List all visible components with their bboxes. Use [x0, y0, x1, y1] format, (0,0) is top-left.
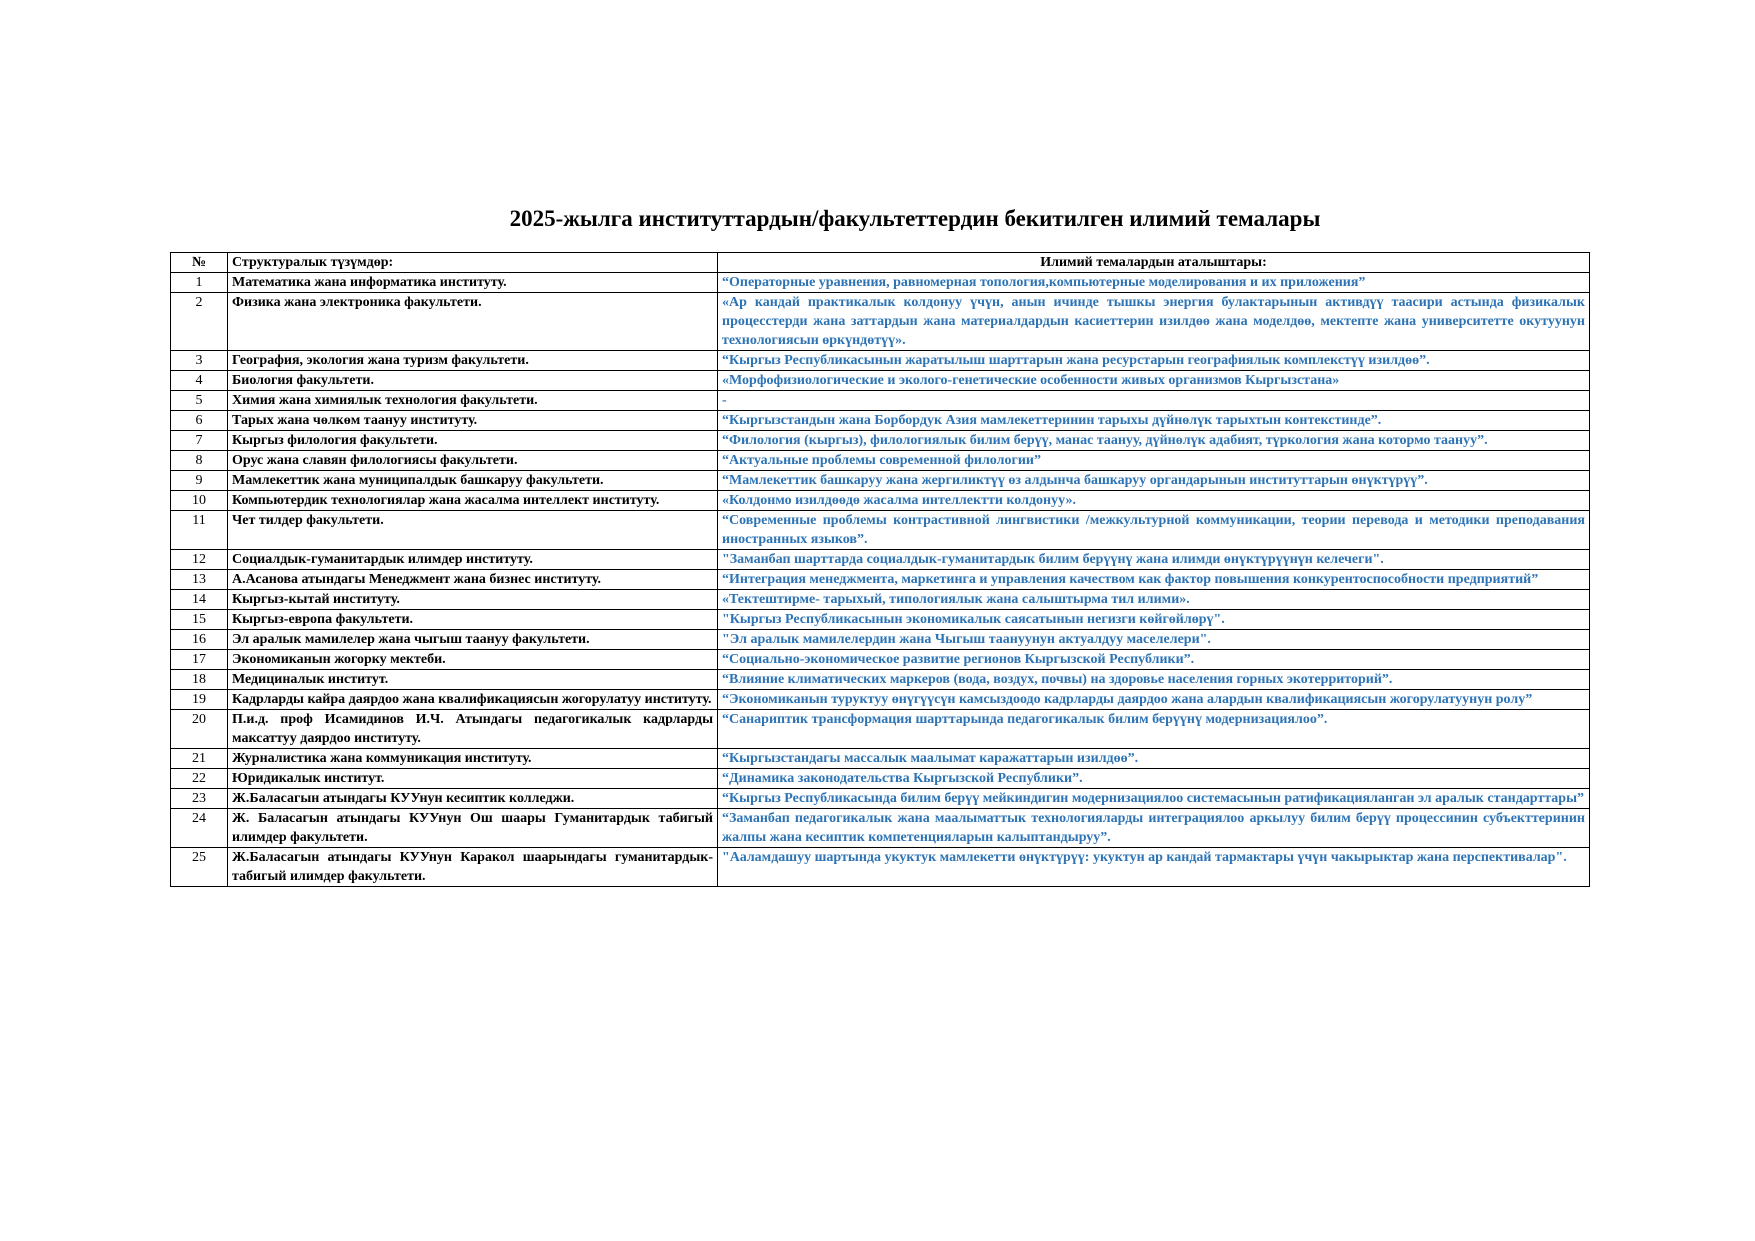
- research-topics-table: [170, 252, 1590, 887]
- structural-unit-cell: Биология факультети.: [228, 371, 718, 391]
- table-row: [171, 391, 1590, 411]
- research-topic-cell: “Мамлекеттик башкаруу жана жергиликтүү өз алдынча башкаруу органдарынын институттарын өнүктүрүү”.: [718, 471, 1590, 491]
- table-row: [171, 293, 1590, 351]
- research-topic-cell: «Колдонмо изилдөөдө жасалма интеллектти колдонуу».: [718, 491, 1590, 511]
- structural-unit-cell: Социалдык-гуманитардык илимдер институту.: [228, 550, 718, 570]
- structural-unit-cell: Химия жана химиялык технология факультети.: [228, 391, 718, 411]
- structural-unit-cell: География, экология жана туризм факультети.: [228, 351, 718, 371]
- research-topic-cell: “Санариптик трансформация шарттарында педагогикалык билим берүүнү модернизациялоо”.: [718, 710, 1590, 749]
- table-row: [171, 371, 1590, 391]
- structural-unit-cell: Кадрларды кайра даярдоо жана квалификациясын жогорулатуу институту.: [228, 690, 718, 710]
- row-number-cell: 7: [171, 431, 228, 451]
- research-topic-cell: “Кыргызстандагы массалык маалымат каражаттарын изилдөө”.: [718, 749, 1590, 769]
- table-row: [171, 749, 1590, 769]
- research-topic-cell: “Динамика законодательства Кыргызской Республики”.: [718, 769, 1590, 789]
- structural-unit-cell: П.и.д. проф Исамидинов И.Ч. Атындагы педагогикалык кадрларды максаттуу даярдоо институту.: [228, 710, 718, 749]
- row-number-cell: 14: [171, 590, 228, 610]
- row-number-cell: 16: [171, 630, 228, 650]
- structural-unit-cell: Эл аралык мамилелер жана чыгыш таануу факультети.: [228, 630, 718, 650]
- row-number-cell: 5: [171, 391, 228, 411]
- row-number-cell: 18: [171, 670, 228, 690]
- row-number-cell: 20: [171, 710, 228, 749]
- table-row: [171, 848, 1590, 887]
- row-number-cell: 22: [171, 769, 228, 789]
- table-row: [171, 650, 1590, 670]
- structural-unit-cell: Медициналык институт.: [228, 670, 718, 690]
- header-topic-titles: Илимий темалардын аталыштары:: [718, 253, 1590, 273]
- research-topic-cell: “Влияние климатических маркеров (вода, воздух, почвы) на здоровье населения горных экотерриторий”.: [718, 670, 1590, 690]
- row-number-cell: 23: [171, 789, 228, 809]
- table-row: [171, 789, 1590, 809]
- research-topic-cell: “Экономиканын туруктуу өнүгүүсүн камсыздоодо кадрларды даярдоо жана алардын квалификациясын жогорулатуунун ролу”: [718, 690, 1590, 710]
- header-number: №: [171, 253, 228, 273]
- structural-unit-cell: Тарых жана чөлкөм таануу институту.: [228, 411, 718, 431]
- table-row: [171, 570, 1590, 590]
- structural-unit-cell: Орус жана славян филологиясы факультети.: [228, 451, 718, 471]
- table-row: [171, 411, 1590, 431]
- table-row: [171, 511, 1590, 550]
- row-number-cell: 25: [171, 848, 228, 887]
- research-topic-cell: "Ааламдашуу шартында укуктук мамлекетти өнүктүрүү: укуктун ар кандай тармактары үчүн чакырыктар жана перспективалар".: [718, 848, 1590, 887]
- research-topic-cell: "Кыргыз Республикасынын экономикалык саясатынын негизги көйгөйлөрү".: [718, 610, 1590, 630]
- row-number-cell: 13: [171, 570, 228, 590]
- research-topic-cell: "Заманбап шарттарда социалдык-гуманитардык билим берүүнү жана илимди өнүктүрүүнүн келечеги".: [718, 550, 1590, 570]
- structural-unit-cell: Ж. Баласагын атындагы КУУнун Ош шаары Гуманитардык табигый илимдер факультети.: [228, 809, 718, 848]
- research-topic-cell: -: [718, 391, 1590, 411]
- research-topic-cell: “Актуальные проблемы современной филологии”: [718, 451, 1590, 471]
- row-number-cell: 21: [171, 749, 228, 769]
- table-row: [171, 710, 1590, 749]
- structural-unit-cell: Мамлекеттик жана муниципалдык башкаруу факультети.: [228, 471, 718, 491]
- row-number-cell: 24: [171, 809, 228, 848]
- structural-unit-cell: Компьютердик технологиялар жана жасалма интеллект институту.: [228, 491, 718, 511]
- table-row: [171, 590, 1590, 610]
- table-row: [171, 809, 1590, 848]
- research-topic-cell: “Кыргыз Республикасынын жаратылыш шарттарын жана ресурстарын географиялык комплекстүү изилдөө”.: [718, 351, 1590, 371]
- document-title: 2025-жылга институттардын/факультеттердин бекитилген илимий темалары: [509, 206, 1321, 231]
- table-row: [171, 550, 1590, 570]
- row-number-cell: 12: [171, 550, 228, 570]
- table-row: [171, 471, 1590, 491]
- row-number-cell: 3: [171, 351, 228, 371]
- research-topic-cell: “Кыргыз Республикасында билим берүү мейкиндигин модернизациялоо системасынын ратификацияланган эл аралык стандарттары”: [718, 789, 1590, 809]
- row-number-cell: 11: [171, 511, 228, 550]
- structural-unit-cell: Чет тилдер факультети.: [228, 511, 718, 550]
- table-row: [171, 351, 1590, 371]
- row-number-cell: 1: [171, 273, 228, 293]
- table-row: [171, 431, 1590, 451]
- table-row: [171, 769, 1590, 789]
- structural-unit-cell: Ж.Баласагын атындагы КУУнун Каракол шаарындагы гуманитардык-табигый илимдер факультети.: [228, 848, 718, 887]
- table-row: [171, 273, 1590, 293]
- structural-unit-cell: Кыргыз-европа факультети.: [228, 610, 718, 630]
- table-row: [171, 630, 1590, 650]
- structural-unit-cell: Кыргыз-кытай институту.: [228, 590, 718, 610]
- research-topic-cell: “Операторные уравнения, равномерная топология,компьютерные моделирования и их приложения”: [718, 273, 1590, 293]
- row-number-cell: 15: [171, 610, 228, 630]
- research-topic-cell: “Заманбап педагогикалык жана маалыматтык технологияларды интеграциялоо аркылуу билим берүү процессинин субъекттеринин жалпы жана кесиптик компетенцияларын калыптандыруу”.: [718, 809, 1590, 848]
- structural-unit-cell: Юридикалык институт.: [228, 769, 718, 789]
- table-row: [171, 491, 1590, 511]
- table-row: [171, 451, 1590, 471]
- research-topic-cell: «Тектештирме- тарыхый, типологиялык жана салыштырма тил илими».: [718, 590, 1590, 610]
- row-number-cell: 17: [171, 650, 228, 670]
- row-number-cell: 2: [171, 293, 228, 351]
- table-header-row: [171, 253, 1590, 273]
- row-number-cell: 4: [171, 371, 228, 391]
- table-row: [171, 610, 1590, 630]
- research-topic-cell: “Филология (кыргыз), филологиялык билим берүү, манас таануу, дүйнөлүк адабият, түркология жана котормо таануу”.: [718, 431, 1590, 451]
- row-number-cell: 9: [171, 471, 228, 491]
- structural-unit-cell: Математика жана информатика институту.: [228, 273, 718, 293]
- row-number-cell: 10: [171, 491, 228, 511]
- structural-unit-cell: Ж.Баласагын атындагы КУУнун кесиптик колледжи.: [228, 789, 718, 809]
- structural-unit-cell: Физика жана электроника факультети.: [228, 293, 718, 351]
- structural-unit-cell: Журналистика жана коммуникация институту.: [228, 749, 718, 769]
- table-row: [171, 670, 1590, 690]
- header-structural-units: Структуралык түзүмдөр:: [228, 253, 718, 273]
- row-number-cell: 6: [171, 411, 228, 431]
- research-topic-cell: “Интеграция менеджмента, маркетинга и управления качеством как фактор повышения конкурентоспособности предприятий”: [718, 570, 1590, 590]
- research-topic-cell: «Ар кандай практикалык колдонуу үчүн, анын ичинде тышкы энергия булактарынын активдүү таасири астында физикалык процесстерди жана заттардын жана материалдардын касиеттерин изилдөө жана моделдөө, мектепте жана университетте окутуунун технологиясын өркүндөтүү».: [718, 293, 1590, 351]
- research-topic-cell: “Кыргызстандын жана Борбордук Азия мамлекеттеринин тарыхы дүйнөлүк тарыхтын контекстинде”.: [718, 411, 1590, 431]
- table-row: [171, 690, 1590, 710]
- structural-unit-cell: Экономиканын жогорку мектеби.: [228, 650, 718, 670]
- research-topic-cell: «Морфофизиологические и эколого-генетические особенности живых организмов Кыргызстана»: [718, 371, 1590, 391]
- research-topic-cell: “Социально-экономическое развитие регионов Кыргызской Республики”.: [718, 650, 1590, 670]
- row-number-cell: 19: [171, 690, 228, 710]
- research-topic-cell: “Современные проблемы контрастивной лингвистики /межкультурной коммуникации, теории перевода и методики преподавания иностранных языков”.: [718, 511, 1590, 550]
- structural-unit-cell: Кыргыз филология факультети.: [228, 431, 718, 451]
- research-topic-cell: "Эл аралык мамилелердин жана Чыгыш таануунун актуалдуу маселелери".: [718, 630, 1590, 650]
- row-number-cell: 8: [171, 451, 228, 471]
- structural-unit-cell: А.Асанова атындагы Менеджмент жана бизнес институту.: [228, 570, 718, 590]
